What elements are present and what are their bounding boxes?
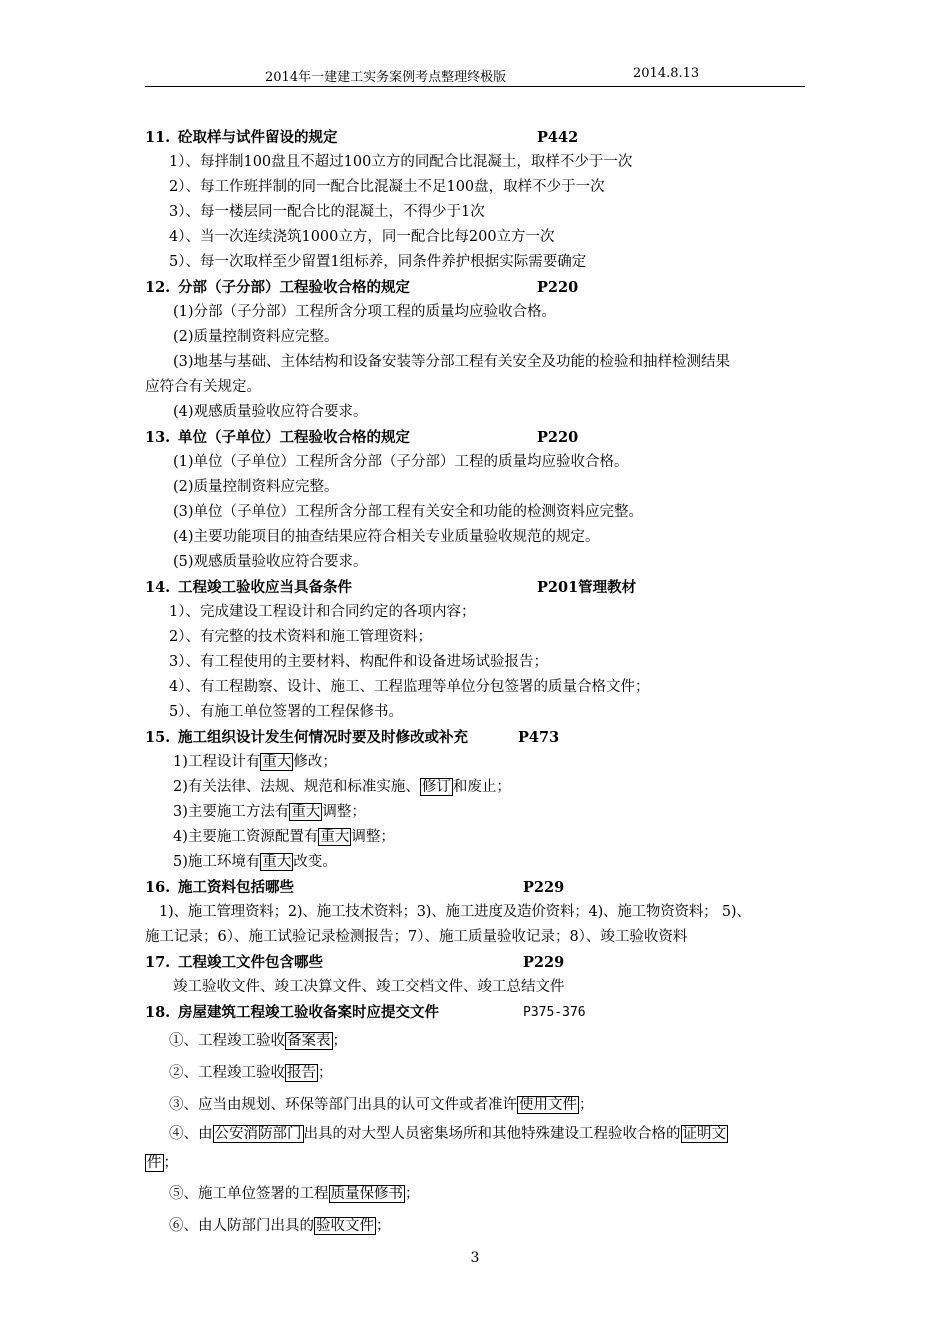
list-item: ⑤、施工单位签署的工程 质量保修书 ； [169,1186,420,1202]
section-title: 砼取样与试件留设的规定 [178,129,338,146]
boxed-keyword: 公安消防部门 [214,1126,302,1142]
list-item: ③、应当由规划、环保等部门出具的认可文件或者准许 使用文件 ； [169,1097,594,1113]
list-item: (1)分部（子分部）工程所含分项工程的质量均应验收合格。 [173,304,557,320]
page-ref: P229 [523,954,565,971]
section-18-heading: 18. 房屋建筑工程竣工验收备案时应提交文件 P375-376 [145,1000,807,1025]
list-item: 1）、每拌制100盘且不超过100立方的同配合比混凝土，取样不少于一次 [169,154,633,170]
section-title: 施工组织设计发生何情况时要及时修改或补充 [178,729,468,746]
section-title: 工程竣工文件包含哪些 [178,954,323,971]
paragraph-line: 1)、施工管理资料；2)、施工技术资料；3)、施工进度及造价资料；4)、施工物资资料； 5)、 [159,904,751,920]
boxed-keyword: 质量保修书 [330,1186,403,1202]
list-item: 3)主要施工方法有 重大 调整； [173,804,366,820]
list-item: 1)工程设计有 重大 修改； [173,754,337,770]
list-item: (2)质量控制资料应完整。 [173,329,339,345]
list-item: ①、工程竣工验收 备案表 ； [169,1033,347,1049]
list-item: 4）、当一次连续浇筑1000立方，同一配合比每200立方一次 [169,229,555,245]
section-title: 房屋建筑工程竣工验收备案时应提交文件 [178,1004,439,1021]
boxed-keyword: 证明文 [682,1126,726,1142]
section-14-heading: 14. 工程竣工验收应当具备条件 P201管理教材 [145,575,807,600]
header-title: 2014年一建建工实务案例考点整理终极版 [265,70,507,85]
paragraph-line: 施工记录；6）、施工试验记录检测报告；7）、施工质量验收记录；8）、竣工验收资料 [145,929,688,945]
list-item-continuation: 应符合有关规定。 [145,379,261,395]
list-item: 5)施工环境有 重大 改变。 [173,854,337,870]
list-item: (5)观感质量验收应符合要求。 [173,554,368,570]
list-item: (4)主要功能项目的抽查结果应符合相关专业质量验收规范的规定。 [173,529,600,545]
list-item: 3）、每一楼层同一配合比的混凝土，不得少于1次 [169,204,485,220]
list-item: 4）、有工程勘察、设计、施工、工程监理等单位分包签署的质量合格文件； [169,679,650,695]
list-item: ②、工程竣工验收 报告 ； [169,1065,333,1081]
page-number: 3 [470,1250,480,1266]
section-title: 单位（子单位）工程验收合格的规定 [178,429,410,446]
list-item: ④、由 公安消防部门 出具的对大型人员密集场所和其他特殊建设工程验收合格的 证明文 [169,1126,726,1142]
page-ref: P473 [518,729,560,746]
section-title: 分部（子分部）工程验收合格的规定 [178,279,410,296]
section-13-heading: 13. 单位（子单位）工程验收合格的规定 P220 [145,425,807,450]
section-title: 施工资料包括哪些 [178,879,294,896]
boxed-keyword: 报告 [287,1065,316,1081]
boxed-keyword: 验收文件 [316,1218,374,1234]
boxed-keyword: 重大 [320,829,350,845]
boxed-keyword: 使用文件 [519,1097,577,1113]
list-item: 4)主要施工资源配置有 重大 调整； [173,829,395,845]
header-date: 2014.8.13 [633,66,700,81]
boxed-keyword: 重大 [291,804,321,820]
list-item: (2)质量控制资料应完整。 [173,479,339,495]
section-15-heading: 15. 施工组织设计发生何情况时要及时修改或补充 P473 [145,725,807,750]
section-title: 工程竣工验收应当具备条件 [178,579,352,596]
list-item: 2）、每工作班拌制的同一配合比混凝土不足100盘，取样不少于一次 [169,179,605,195]
boxed-keyword: 重大 [262,754,292,770]
list-item: (3)地基与基础、主体结构和设备安装等分部工程有关安全及功能的检验和抽样检测结果 [173,354,731,370]
list-item: 2)有关法律、法规、规范和标准实施、 修订 和废止； [173,779,511,795]
paragraph-line: 竣工验收文件、竣工决算文件、竣工交档文件、竣工总结文件 [173,979,565,995]
boxed-keyword: 件 [147,1155,162,1171]
section-16-heading: 16. 施工资料包括哪些 P229 [145,875,807,900]
list-item-continuation: 件 ； [147,1155,178,1171]
page-ref: P220 [537,279,579,296]
page-ref: P220 [537,429,579,446]
list-item: 3）、有工程使用的主要材料、构配件和设备进场试验报告； [169,654,548,670]
page-ref: P442 [537,129,579,146]
page-header [145,66,805,87]
page-ref: P201管理教材 [537,579,637,596]
list-item: (1)单位（子单位）工程所含分部（子分部）工程的质量均应验收合格。 [173,454,629,470]
boxed-keyword: 修订 [421,779,451,795]
list-item: (3)单位（子单位）工程所含分部工程有关安全和功能的检测资料应完整。 [173,504,644,520]
page-content [145,125,807,1242]
boxed-keyword: 重大 [262,854,292,870]
section-17-heading: 17. 工程竣工文件包含哪些 P229 [145,950,807,975]
list-item: 5）、有施工单位签署的工程保修书。 [169,704,403,720]
list-item: (4)观感质量验收应符合要求。 [173,404,368,420]
section-11-heading: 11. 砼取样与试件留设的规定 P442 [145,125,807,150]
page-ref: P229 [523,879,565,896]
list-item: ⑥、由人防部门出具的 验收文件 ； [169,1218,391,1234]
boxed-keyword: 备案表 [287,1033,331,1049]
list-item: 1）、完成建设工程设计和合同约定的各项内容； [169,604,476,620]
page-ref: P375-376 [523,1005,586,1020]
list-item: 5）、每一次取样至少留置1组标养，同条件养护根据实际需要确定 [169,254,587,270]
section-12-heading: 12. 分部（子分部）工程验收合格的规定 P220 [145,275,807,300]
list-item: 2）、有完整的技术资料和施工管理资料； [169,629,432,645]
